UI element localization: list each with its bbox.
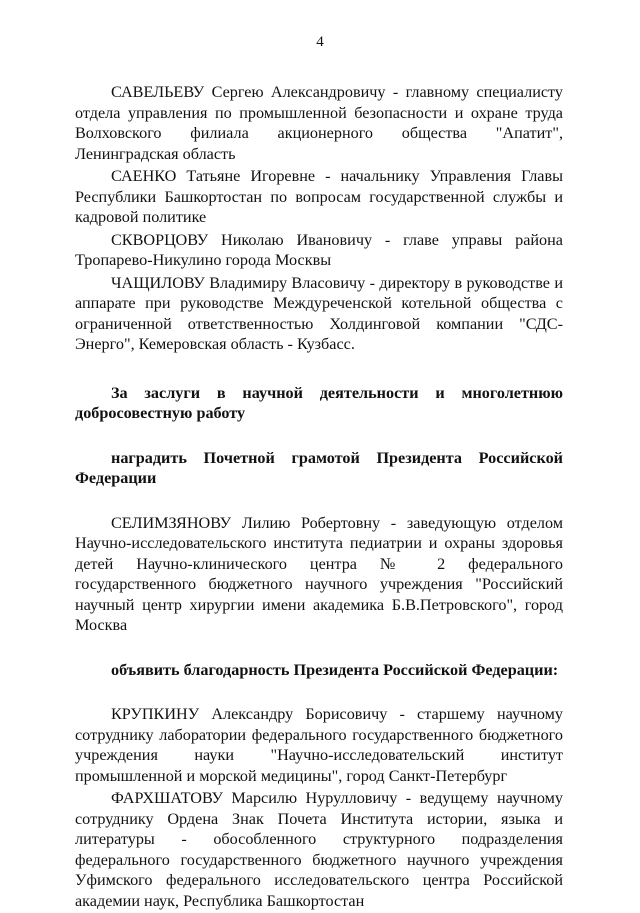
gratitude-heading: объявить благодарность Президента Российской Федерации: — [111, 660, 559, 679]
merit-heading: За заслуги в научной деятельности и многолетнюю добросовестную работу — [75, 383, 563, 422]
award-entries — [75, 513, 563, 636]
document-body — [75, 82, 563, 913]
page-number: 4 — [316, 34, 324, 50]
list-item: САЕНКО Татьяне Игоревне - начальнику Управления Главы Республики Башкортостан по вопросам государственной службы и кадровой политике — [75, 167, 563, 226]
list-item: СКВОРЦОВУ Николаю Ивановичу - главе управы района Тропарево-Никулино города Москвы — [75, 230, 563, 269]
entries-group-1 — [75, 82, 563, 355]
list-item: СЕЛИМЗЯНОВУ Лилию Робертовну - заведующую отделом Научно-исследовательского института педиатрии и охраны здоровья детей Научно-клинического центра № 2 федерального государственного бюджетного научного учреждения "Российский научный центр хирургии имени академика Б.В.Петровского", город Москва — [75, 513, 563, 634]
list-item: САВЕЛЬЕВУ Сергею Александровичу - главному специалисту отдела управления по промышленной безопасности и охране труда Волховского филиала акционерного общества "Апатит", Ленинградская область — [75, 83, 563, 163]
list-item: ЧАЩИЛОВУ Владимиру Власовичу - директору в руководстве и аппарате при руководстве Междуреченской котельной общества с ограниченной ответственностью Холдинговой компании "СДС-Энерго", Кемеровская область - Кузбасс. — [75, 273, 563, 353]
list-item: ФАРХШАТОВУ Марсилю Нурулловичу - ведущему научному сотруднику Ордена Знак Почета Института истории, языка и литературы - обособленного структурного подразделения федерального государственного бюджетного научного учреждения Уфимского федерального исследовательского центра Российской академии наук, Республика Башкортостан — [75, 789, 563, 910]
list-item: КРУПКИНУ Александру Борисовичу - старшему научному сотруднику лаборатории федерального государственного бюджетного учреждения науки "Научно-исследовательский институт промышленной и морской медицины", город Санкт-Петербург — [75, 705, 563, 785]
gratitude-entries — [75, 704, 563, 911]
award-heading: наградить Почетной грамотой Президента Российской Федерации — [75, 448, 563, 487]
